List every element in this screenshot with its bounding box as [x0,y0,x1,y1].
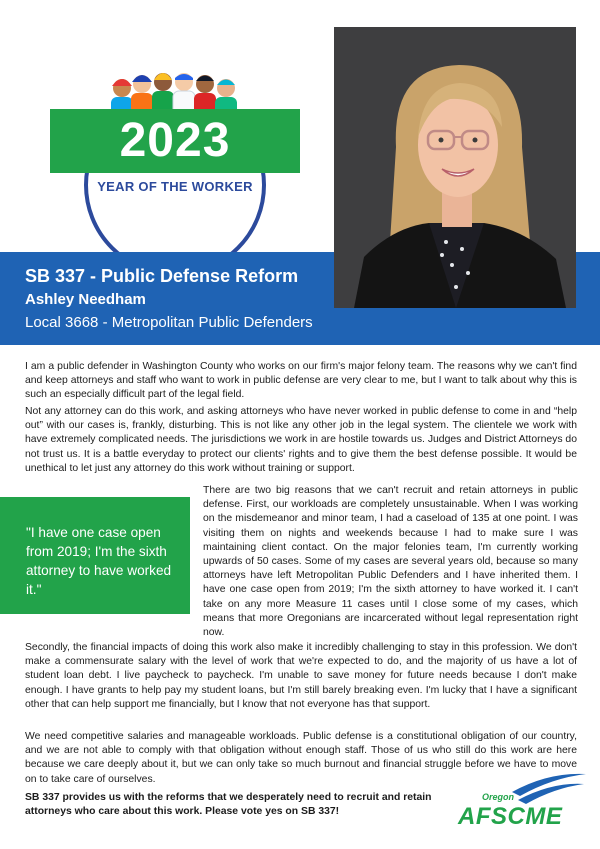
paragraph-call-to-action: SB 337 provides us with the reforms that we desperately need to recruit and retain attorneys who care about this work. Please vote yes on SB 337! [25,792,432,818]
logo-year: 2023 [119,114,231,167]
paragraph-financial: Secondly, the financial impacts of doing this work also make it incredibly challenging to stay in this profession. We don't make a commensurate salary with the level of work that we're expected to do, and the majority of us have a lot of student loan debt. I live paycheck to paycheck. I'm unable to save money for future needs because I don't make enough. I have grants to help pay my student loans, but I'm still barely breaking even. I'm lucky that I have a significant other that can help support me financially, but I know that not everyone has that support. [25,642,577,710]
pull-quote-text: "I have one case open from 2019; I'm the sixth attorney to have worked it." [26,525,172,597]
paragraph-intro: I am a public defender in Washington County who works on our firm's major felony team. The reasons why we can't find and keep attorneys and staff who want to work in public defense are very clear to me, but I want to talk about why this is such an especially difficult part of the legal field. [25,361,577,401]
afscme-state: Oregon [482,792,515,802]
year-of-worker-logo [50,62,300,252]
paragraph-competitive-salaries: We need competitive salaries and manageable workloads. Public defense is a constitutional obligation of our country, and we are not able to comply with that obligation without enough staff. Those of us who still do this work are here because we care deeply about it, but we can only take so much burnout and financial struggle before we have to move on to take care of ourselves. [25,731,577,785]
afscme-logo-text: AFSCME [458,803,563,830]
local-name: Local 3668 - Metropolitan Public Defenders [25,314,313,331]
bill-title: SB 337 - Public Defense Reform [25,266,299,286]
paragraph-workloads: There are two big reasons that we can't recruit and retain attorneys in public defense. First, our workloads are completely unsustainable. When I was working on the misdemeanor and minor team, I had a caseload of 135 at one point. I was visiting them on nights and weekends because I had to make sure I was maintaining client contact. On the major felonies team, I'm currently working upwards of 50 cases. Some of my cases are several years old, because so many attorneys have left Metropolitan Public Defenders and I have inherited them. I have one case open from 2019; I'm the sixth attorney to have worked it. I can't take on any more Measure 11 cases until I close some of my cases, which means that more Oregonians are incarcerated without legal representation right now. [203,485,578,639]
person-name: Ashley Needham [25,291,146,308]
portrait-photo [334,27,576,308]
logo-subtitle: YEAR OF THE WORKER [97,179,253,194]
paragraph-not-any-attorney: Not any attorney can do this work, and asking attorneys who have never worked in public defense to come in and “help out” with our cases is, frankly, disturbing. This is not like any other job in the legal system. The clientele we work with have extremely complicated needs. The jurisdictions we work in are hostile towards us. Judges and District Attorneys do not trust us. It is a battle everyday to protect our clients' rights and to give them the best defense possible. It would be unethical to let just any attorney do this work without training or support. [25,406,577,474]
portrait-illustration [334,27,576,308]
